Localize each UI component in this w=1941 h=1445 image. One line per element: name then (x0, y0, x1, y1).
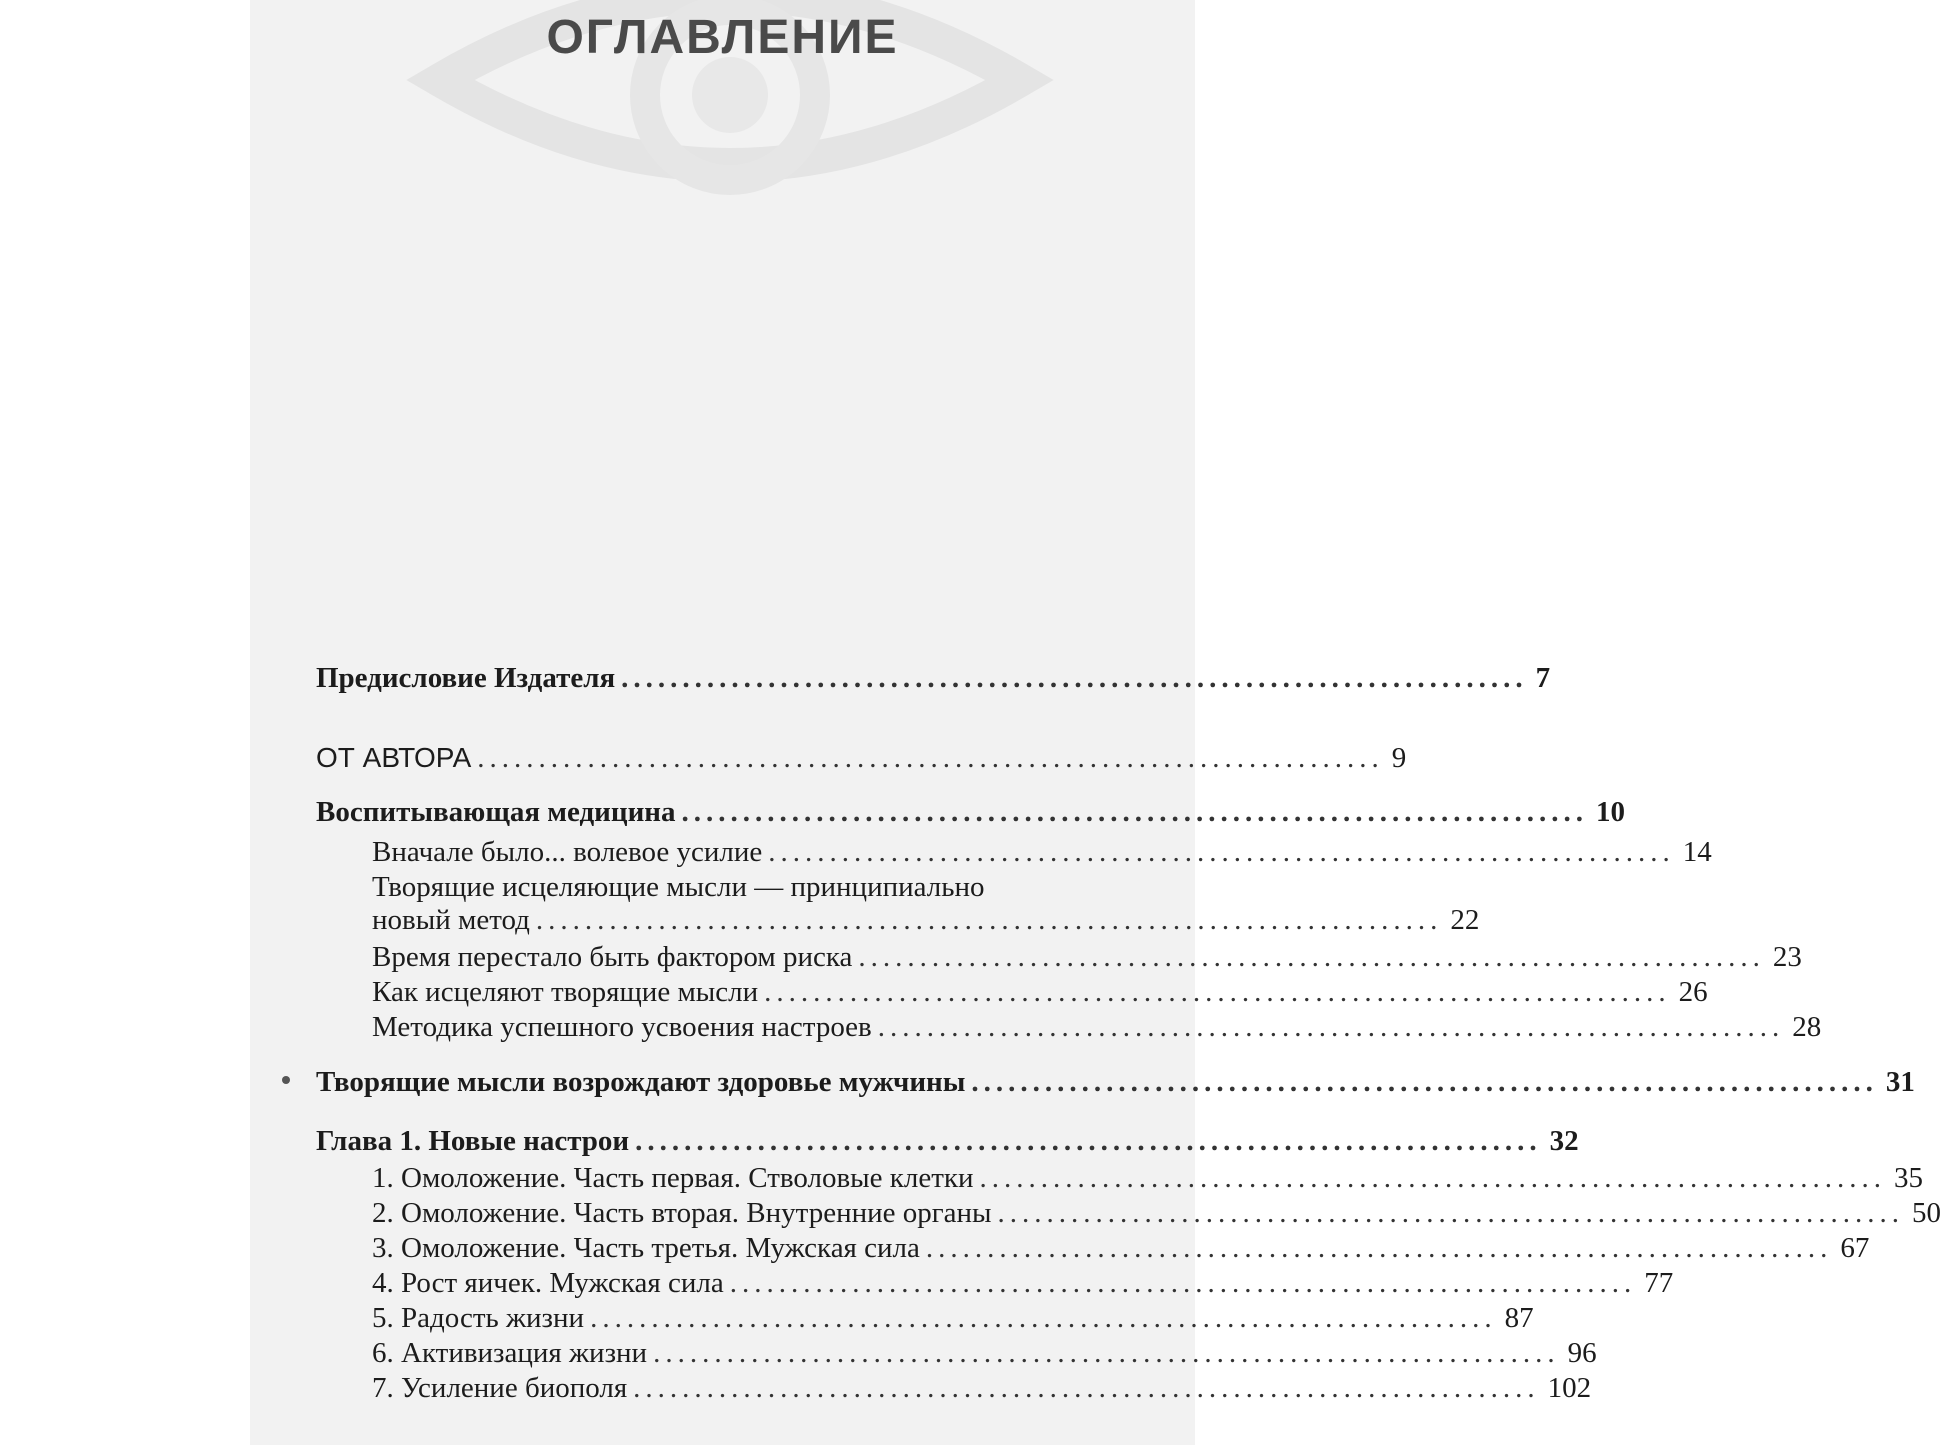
toc-entry (372, 1232, 1870, 1265)
toc-entry-label: Методика успешного усвоения настроев (372, 1011, 872, 1043)
toc-entry-page: 96 (1567, 1337, 1597, 1369)
toc-entry (372, 836, 1712, 869)
toc-entry-label: Предисловие Издателя (316, 662, 616, 694)
toc-entry-page: 23 (1772, 941, 1802, 973)
leader-dots: .......................................................................... (535, 904, 1443, 936)
toc-entry-page: 7 (1535, 662, 1551, 694)
leader-dots: .......................................................................... (681, 796, 1589, 828)
leader-dots: .......................................................................... (635, 1125, 1542, 1157)
bullet-mark (282, 1076, 290, 1084)
toc-entry-page: 14 (1682, 836, 1712, 868)
toc-entry (372, 1197, 1941, 1230)
toc-entry (372, 1372, 1592, 1405)
toc-entry-page: 50 (1912, 1197, 1941, 1229)
leader-dots: .......................................................................... (590, 1302, 1497, 1334)
leader-dots: .......................................................................... (621, 662, 1528, 694)
toc-entry-label: Творящие мысли возрождают здоровье мужчины (316, 1066, 966, 1098)
toc-entry (372, 976, 1708, 1009)
toc-entry (316, 1125, 1579, 1158)
toc-entry-label: новый метод (372, 904, 530, 936)
toc-entry-label: 5. Радость жизни (372, 1302, 585, 1334)
toc-entry-page: 87 (1504, 1302, 1534, 1334)
leader-dots: .......................................................................... (925, 1232, 1833, 1264)
toc-entry (372, 1337, 1597, 1370)
toc-entry-label: Глава 1. Новые настрои (316, 1125, 630, 1157)
toc-entry-page: 28 (1792, 1011, 1822, 1043)
toc-entry-page: 77 (1644, 1267, 1674, 1299)
leader-dots: .......................................................................... (877, 1011, 1785, 1043)
toc-entry-page: 31 (1885, 1066, 1915, 1098)
toc-entry-page: 10 (1596, 796, 1626, 828)
toc-entry-label: Вначале было... волевое усилие (372, 836, 763, 868)
toc-entry-label: 1. Омоложение. Часть первая. Стволовые клетки (372, 1162, 974, 1194)
leader-dots: .......................................................................... (764, 976, 1671, 1008)
leader-dots: .......................................................................... (971, 1066, 1878, 1098)
leader-dots: .......................................................................... (997, 1197, 1905, 1229)
toc-entry-label: ОТ АВТОРА (316, 742, 472, 773)
toc-entry (316, 662, 1551, 695)
toc-entry-label: 4. Рост яичек. Мужская сила (372, 1267, 724, 1299)
toc-entry-page: 35 (1893, 1162, 1923, 1194)
toc-entry-label: Как исцеляют творящие мысли (372, 976, 759, 1008)
toc-entry (316, 742, 1407, 775)
toc-entry-page: 67 (1840, 1232, 1870, 1264)
toc-entry-label: Творящие исцеляющие мысли — принципиально (372, 871, 985, 903)
leader-dots: .......................................................................... (653, 1337, 1560, 1369)
leader-dots: .......................................................................... (729, 1267, 1637, 1299)
toc-entry (316, 796, 1626, 829)
leader-dots: .......................................................................... (858, 941, 1765, 973)
toc-entry-label: 3. Омоложение. Часть третья. Мужская сила (372, 1232, 920, 1264)
toc-entry (372, 1302, 1534, 1335)
toc-entry-label: Время перестало быть фактором риска (372, 941, 853, 973)
toc-entry (372, 1011, 1822, 1044)
toc-entry-label: 2. Омоложение. Часть вторая. Внутренние органы (372, 1197, 992, 1229)
toc-entry-page: 9 (1391, 742, 1407, 774)
toc-entry-page: 26 (1678, 976, 1708, 1008)
page-title: ОГЛАВЛЕНИЕ (546, 11, 899, 64)
toc-entry-label: 7. Усиление биополя (372, 1372, 628, 1404)
toc-entry (372, 904, 1480, 937)
toc-entry (372, 1162, 1923, 1195)
toc-entry-page: 22 (1450, 904, 1480, 936)
toc-entry-page: 102 (1547, 1372, 1592, 1404)
toc-entry-label: Воспитывающая медицина (316, 796, 676, 828)
toc-entry (372, 941, 1802, 974)
leader-dots: .......................................................................... (768, 836, 1675, 868)
leader-dots: .......................................................................... (979, 1162, 1886, 1194)
leader-dots: .......................................................................... (477, 742, 1384, 774)
leader-dots: .......................................................................... (633, 1372, 1540, 1404)
toc-entry-label: 6. Активизация жизни (372, 1337, 648, 1369)
toc-entry (316, 1066, 1915, 1099)
toc-entry (372, 1267, 1674, 1300)
toc-entry-page: 32 (1549, 1125, 1579, 1157)
